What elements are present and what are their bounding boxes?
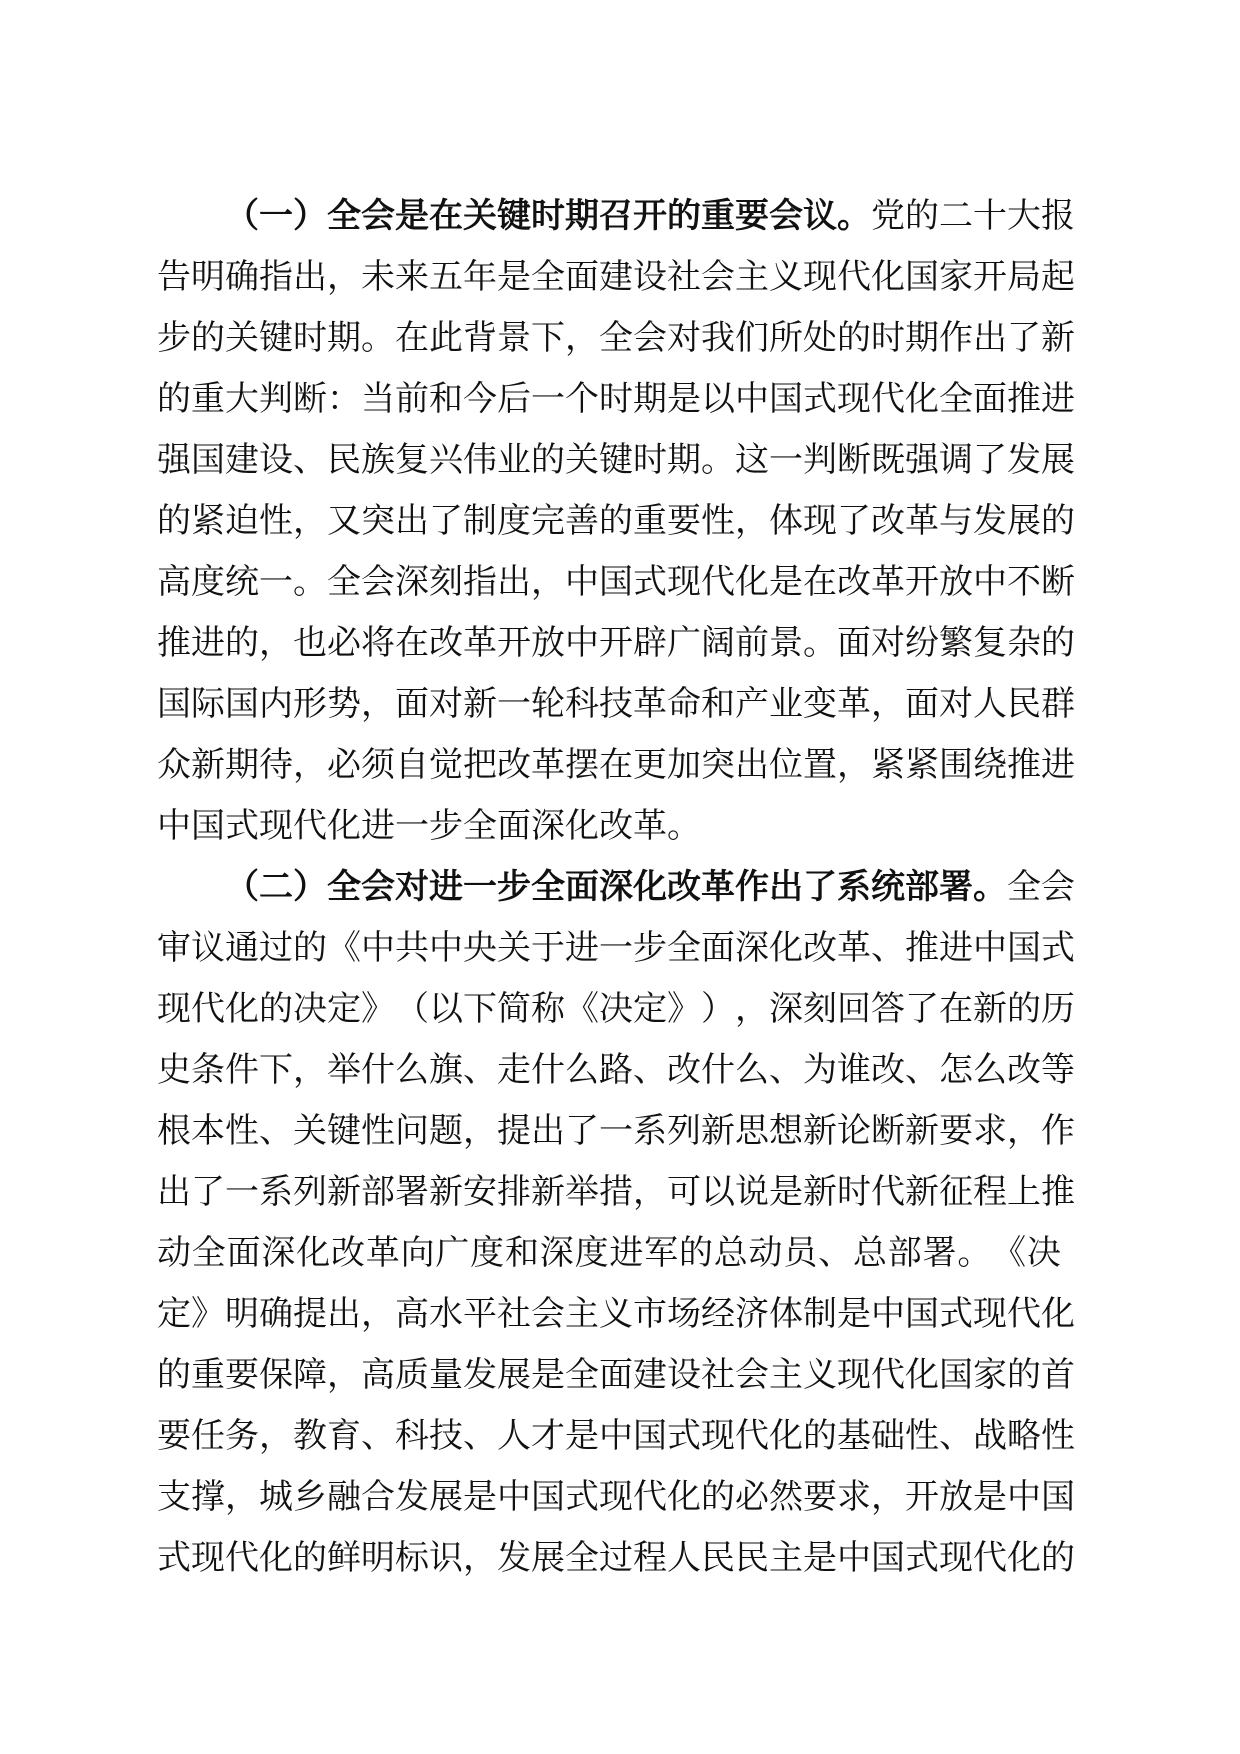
section1-line: 强 国 建 设 、 民 族 复 兴 伟 业 的 关 键 时 期 。 这 一 判 断 既 强 调 了 发 展: [157, 440, 1075, 480]
section2-first-line: （ 二 ） 全 会 对 进 一 步 全 面 深 化 改 革 作 出 了 系 统 部 署 。 全 会: [225, 867, 1075, 907]
section1-line: 的 重 大 判 断 ： 当 前 和 今 后 一 个 时 期 是 以 中 国 式 现 代 化 全 面 推 进: [157, 379, 1075, 419]
section2-line: 要 任 务 ， 教 育 、 科 技 、 人 才 是 中 国 式 现 代 化 的 基 础 性 、 战 略 性: [157, 1416, 1075, 1456]
section1-line: 众 新 期 待 ， 必 须 自 觉 把 改 革 摆 在 更 加 突 出 位 置 ， 紧 紧 围 绕 推 进: [157, 745, 1075, 785]
section2-line: 的 重 要 保 障 ， 高 质 量 发 展 是 全 面 建 设 社 会 主 义 现 代 化 国 家 的 首: [157, 1355, 1075, 1395]
section1-line: 告 明 确 指 出 ， 未 来 五 年 是 全 面 建 设 社 会 主 义 现 代 化 国 家 开 局 起: [157, 257, 1075, 297]
section2-line: 史 条 件 下 ， 举 什 么 旗 、 走 什 么 路 、 改 什 么 、 为 谁 改 、 怎 么 改 等: [157, 1050, 1075, 1090]
section1-line: 高 度 统 一 。 全 会 深 刻 指 出 ， 中 国 式 现 代 化 是 在 改 革 开 放 中 不 断: [157, 562, 1075, 602]
section1-line: 推 进 的 ， 也 必 将 在 改 革 开 放 中 开 辟 广 阔 前 景 。 面 对 纷 繁 复 杂 的: [157, 623, 1075, 663]
section1-line: 步 的 关 键 时 期 。 在 此 背 景 下 ， 全 会 对 我 们 所 处 的 时 期 作 出 了 新: [157, 318, 1075, 358]
section2-line: 式 现 代 化 的 鲜 明 标 识 ， 发 展 全 过 程 人 民 民 主 是 中 国 式 现 代 化 的: [157, 1538, 1075, 1578]
section1-first-line: （ 一 ） 全 会 是 在 关 键 时 期 召 开 的 重 要 会 议 。 党 的 二 十 大 报: [225, 196, 1075, 236]
section2-line: 审 议 通 过 的 《 中 共 中 央 关 于 进 一 步 全 面 深 化 改 革 、 推 进 中 国 式: [157, 928, 1075, 968]
section1-line: 中国式现代化进一步全面深化改革。: [157, 806, 701, 846]
section2-line: 支 撑 ， 城 乡 融 合 发 展 是 中 国 式 现 代 化 的 必 然 要 求 ， 开 放 是 中 国: [157, 1477, 1075, 1517]
section2-line: 动 全 面 深 化 改 革 向 广 度 和 深 度 进 军 的 总 动 员 、 总 部 署 。 《 决: [157, 1233, 1061, 1273]
section2-line: 出 了 一 系 列 新 部 署 新 安 排 新 举 措 ， 可 以 说 是 新 时 代 新 征 程 上 推: [157, 1172, 1075, 1212]
section1-line: 国 际 国 内 形 势 ， 面 对 新 一 轮 科 技 革 命 和 产 业 变 革 ， 面 对 人 民 群: [157, 684, 1075, 724]
section1-line: 的 紧 迫 性 ， 又 突 出 了 制 度 完 善 的 重 要 性 ， 体 现 了 改 革 与 发 展 的: [157, 501, 1075, 541]
section2-line: 现 代 化 的 决 定 》 （ 以 下 简 称 《 决 定 》 ） ， 深 刻 回 答 了 在 新 的 历: [157, 989, 1075, 1029]
section2-line: 定 》 明 确 提 出 ， 高 水 平 社 会 主 义 市 场 经 济 体 制 是 中 国 式 现 代 化: [157, 1294, 1075, 1334]
section2-line: 根 本 性 、 关 键 性 问 题 ， 提 出 了 一 系 列 新 思 想 新 论 断 新 要 求 ， 作: [157, 1111, 1075, 1151]
document-body: [157, 182, 1075, 1585]
